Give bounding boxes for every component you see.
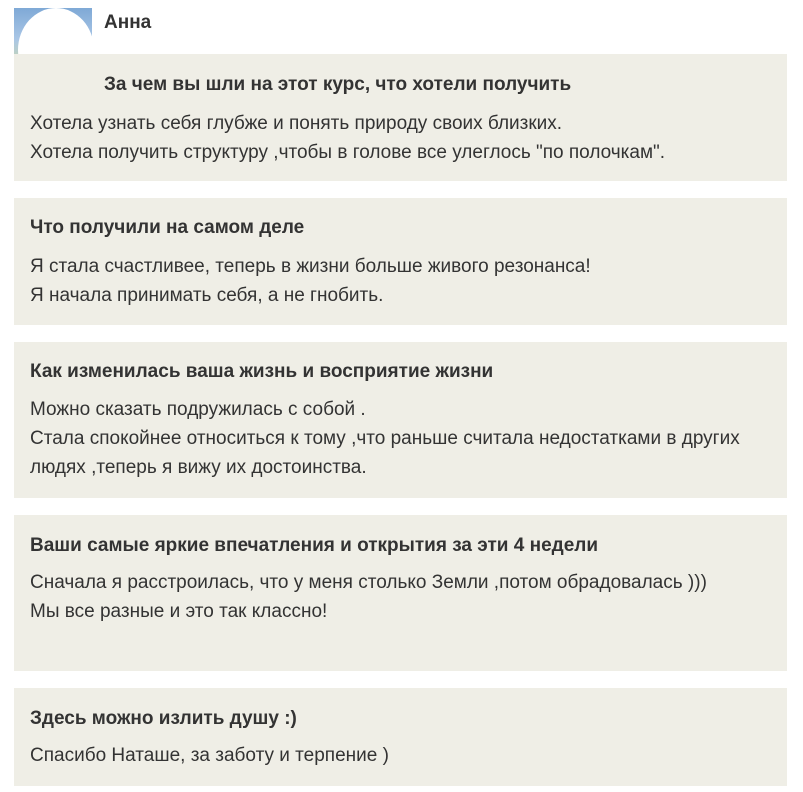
review-card-goals: [14, 54, 787, 181]
review-card-results: [14, 198, 787, 325]
card-line: Я начала принимать себя, а не гнобить.: [30, 285, 384, 306]
card-title: За чем вы шли на этот курс, что хотели получить: [104, 74, 572, 95]
card-line: Хотела узнать себя глубже и понять природу своих близких.: [30, 113, 563, 134]
card-line: Спасибо Наташе, за заботу и терпение ): [30, 745, 389, 766]
card-line: Я стала счастливее, теперь в жизни больше живого резонанса!: [30, 256, 591, 277]
card-title: Здесь можно излить душу :): [30, 708, 297, 729]
card-body: [30, 252, 765, 310]
card-body: [30, 109, 765, 167]
card-line: Стала спокойнее относиться к тому ,что раньше считала недостатками в других людях ,теперь я вижу их достоинства.: [30, 428, 740, 478]
card-line: Можно сказать подружилась с собой .: [30, 399, 366, 420]
review-card-impressions: [14, 515, 787, 671]
card-body: [30, 741, 765, 770]
review-card-free-comment: [14, 688, 787, 786]
card-line: Мы все разные и это так классно!: [30, 601, 328, 622]
card-line: Хотела получить структуру ,чтобы в голове все улеглось "по полочкам".: [30, 142, 666, 163]
review-card-life-changes: [14, 342, 787, 498]
card-line: Сначала я расстроилась, что у меня столько Земли ,потом обрадовалась ))): [30, 572, 707, 593]
card-title: Что получили на самом деле: [30, 217, 305, 238]
author-name[interactable]: Анна: [104, 12, 152, 33]
card-body: [30, 395, 765, 482]
card-title: Ваши самые яркие впечатления и открытия за эти 4 недели: [30, 535, 599, 556]
card-title: Как изменилась ваша жизнь и восприятие жизни: [30, 361, 494, 382]
card-body: [30, 568, 765, 626]
